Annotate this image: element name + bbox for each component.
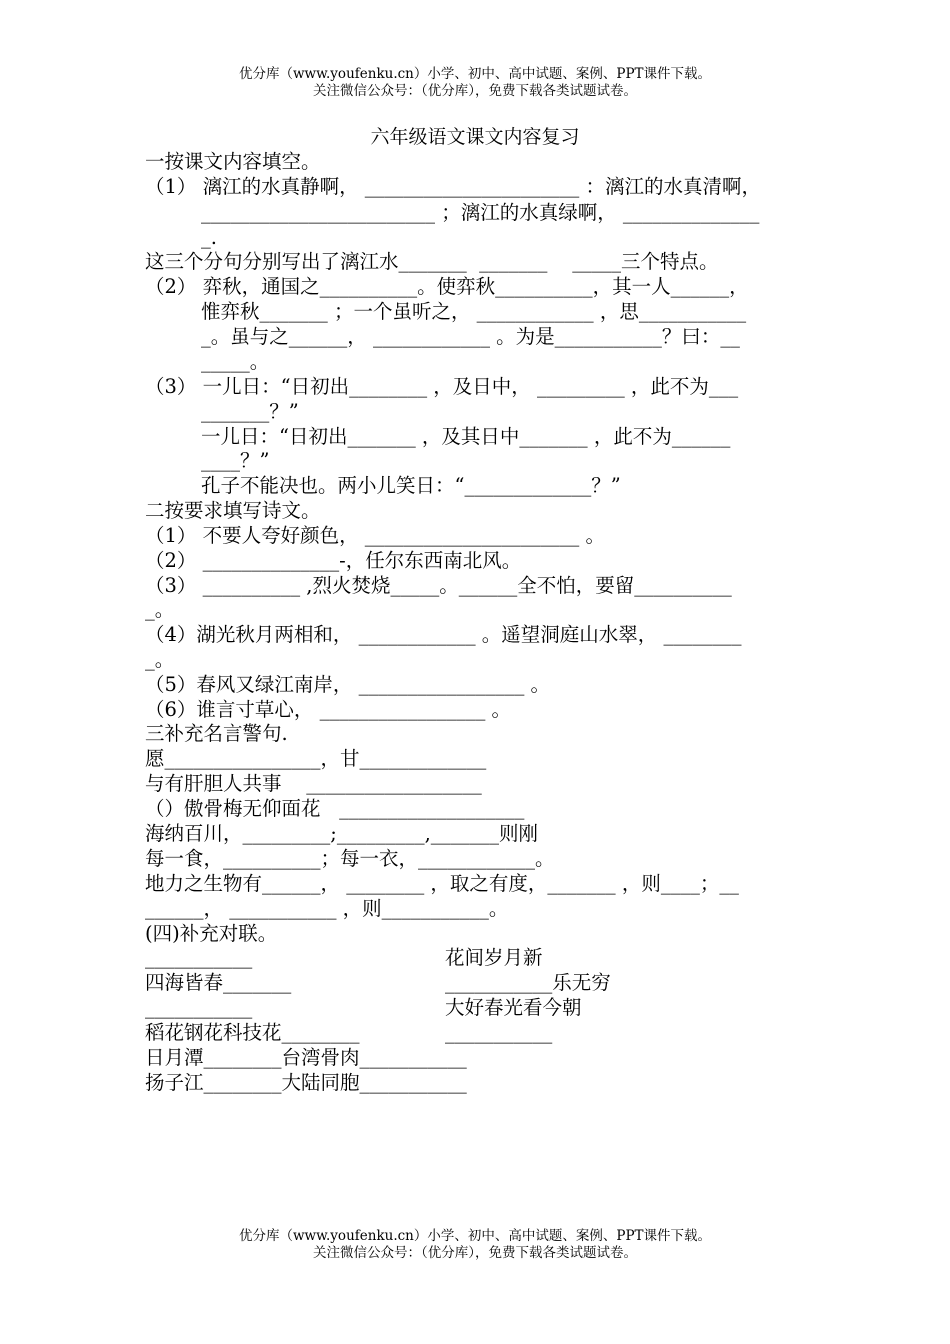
text-line: （2） 弈秋，通国之__________。使弈秋__________，其一人______， xyxy=(145,275,749,298)
text-line: （）傲骨梅无仰面花 ___________________ xyxy=(145,797,525,820)
text-line: _。 xyxy=(145,648,175,671)
text-line: （4）湖光秋月两相和， ____________ 。遥望洞庭山水翠， ________ xyxy=(145,623,742,646)
couplet-right-line: 花间岁月新 xyxy=(445,946,543,969)
footer-line-1: 优分库（www.youfenku.cn）小学、初中、高中试题、案例、PPT课件下载。 xyxy=(238,1228,712,1244)
text-line: ______， ___________ ，则___________。 xyxy=(145,897,509,920)
page-footer xyxy=(0,1228,950,1262)
footer-line-2: 关注微信公众号：（优分库），免费下载各类试题试卷。 xyxy=(313,1245,637,1261)
couplet-right-line: 大好春光看今朝 xyxy=(445,996,582,1019)
text-line: 惟弈秋_______ ；一个虽听之， ____________ ，思___________ xyxy=(201,300,747,323)
text-line: ____？” xyxy=(201,449,270,472)
page-header xyxy=(0,66,950,100)
text-line: 这三个分句分别写出了漓江水_______ _______ _____三个特点。 xyxy=(145,250,719,273)
text-line: 地力之生物有______， ________ ，取之有度，_______ ，则____；__ xyxy=(145,872,739,895)
section-1-heading: 一按课文内容填空。 xyxy=(145,150,321,173)
text-line: _. xyxy=(201,226,217,249)
text-line: 海纳百川，_________;_________,_______则刚 xyxy=(145,822,539,845)
header-line-2: 关注微信公众号：（优分库），免费下载各类试题试卷。 xyxy=(313,83,637,99)
couplet-right-line: ___________乐无穷 xyxy=(445,971,611,994)
couplet-right-line: ___________ xyxy=(445,1021,553,1044)
text-line: （1） 漓江的水真静啊， ______________________ ：漓江的水真清啊， xyxy=(145,175,762,198)
section-4-heading: (四)补充对联。 xyxy=(145,922,278,945)
couplet-left-line: ___________ xyxy=(145,946,253,969)
section-2-heading: 二按要求填写诗文。 xyxy=(145,499,321,522)
text-line: 与有肝胆人共事 __________________ xyxy=(145,772,482,795)
text-line: ________________________ ；漓江的水真绿啊， ______________ xyxy=(201,201,760,224)
couplet-left-line: 四海皆春_______ xyxy=(145,971,292,994)
text-line: 一儿日：“日初出_______ ，及其日中_______ ，此不为______ xyxy=(201,425,731,448)
header-line-1: 优分库（www.youfenku.cn）小学、初中、高中试题、案例、PPT课件下载。 xyxy=(238,66,712,82)
page-title: 六年级语文课文内容复习 xyxy=(370,126,580,148)
text-line: （1） 不要人夸好颜色， ______________________ 。 xyxy=(145,524,606,547)
text-line: 孔子不能决也。两小儿笑日：“_____________？” xyxy=(201,474,621,497)
text-line: _。 xyxy=(145,598,175,621)
couplet-left-line: ___________ xyxy=(145,996,253,1019)
couplet-left-line: 扬子江________大陆同胞___________ xyxy=(145,1071,467,1094)
text-line: （2） ______________-，任尔东西南北风。 xyxy=(145,549,522,572)
couplet-left-line: 日月潭________台湾骨肉___________ xyxy=(145,1046,467,1069)
text-line: _____。 xyxy=(201,350,270,373)
text-line: 愿________________，甘_____________ xyxy=(145,747,487,770)
text-line: _______？” xyxy=(201,400,299,423)
text-line: （6）谁言寸草心， _________________ 。 xyxy=(145,698,512,721)
text-line: （3） 一儿日：“日初出________ ，及日中， _________ ，此不为___ xyxy=(145,375,739,398)
couplet-left-line: 稻花钢花科技花________ xyxy=(145,1021,360,1044)
text-line: _。虽与之______， ____________ 。为是___________？曰：__ xyxy=(201,325,740,348)
section-3-heading: 三补充名言警句. xyxy=(145,722,288,745)
text-line: （5）春风又绿江南岸， _________________ 。 xyxy=(145,673,551,696)
text-line: （3） __________ ,烈火焚烧_____。______全不怕，要留__________ xyxy=(145,574,732,597)
text-line: 每一食，__________；每一衣，____________。 xyxy=(145,847,555,870)
